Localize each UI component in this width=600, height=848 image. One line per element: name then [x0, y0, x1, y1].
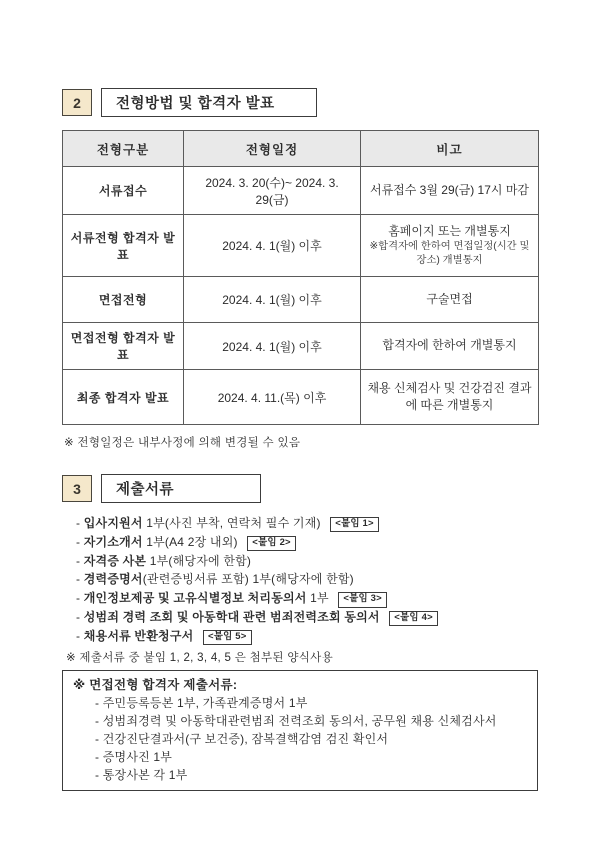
- doc-desc: 1부(해당자에 한함): [146, 553, 252, 568]
- row-category: 최종 합격자 발표: [63, 370, 184, 425]
- row-schedule: 2024. 3. 20(수)~ 2024. 3. 29(금): [184, 167, 361, 215]
- row-schedule: 2024. 4. 1(월) 이후: [184, 323, 361, 370]
- table-row: [63, 370, 539, 425]
- list-item: - 증명사진 1부: [95, 748, 527, 766]
- row-remark: [361, 215, 539, 277]
- doc-desc: 1부(사진 부착, 연락처 필수 기재): [142, 516, 325, 530]
- doc-desc: 1부: [306, 591, 333, 606]
- section2-title: 전형방법 및 합격자 발표: [101, 88, 317, 117]
- remark-main: 홈페이지 또는 개별통지: [388, 223, 511, 238]
- doc-name: 채용서류 반환청구서: [83, 628, 194, 643]
- row-schedule: 2024. 4. 11.(목) 이후: [184, 370, 361, 425]
- table-row: [63, 215, 539, 277]
- table-row: [63, 277, 539, 323]
- row-category: 면접전형 합격자 발표: [63, 323, 184, 370]
- remark-sub: ※합격자에 한하여 면접일정(시간 및 장소) 개별통지: [369, 241, 530, 267]
- col-header-remark: 비고: [361, 131, 539, 167]
- schedule-change-footnote: ※ 전형일정은 내부사정에 의해 변경될 수 있음: [64, 437, 301, 449]
- remark-main: 합격자에 한하여 개별통지: [382, 338, 517, 353]
- doc-desc: [193, 629, 197, 643]
- row-category: 서류전형 합격자 발표: [63, 215, 184, 277]
- doc-name: 자기소개서: [83, 534, 143, 549]
- attachment-tag: <붙임 5>: [203, 630, 252, 645]
- selection-schedule-table: [62, 130, 539, 425]
- remark-main: 구술면접: [426, 291, 473, 306]
- row-remark: [361, 167, 539, 215]
- section3-title: 제출서류: [101, 474, 261, 503]
- list-item: [76, 533, 538, 552]
- row-schedule: 2024. 4. 1(월) 이후: [184, 215, 361, 277]
- row-remark: [361, 370, 539, 425]
- attachment-tag: <붙임 4>: [389, 611, 438, 626]
- row-remark: [361, 277, 539, 323]
- attachment-tag: <붙임 2>: [247, 536, 296, 551]
- list-item: [76, 589, 538, 608]
- col-header-schedule: 전형일정: [184, 131, 361, 167]
- list-item: - 건강진단결과서(구 보건증), 잠복결핵감염 검진 확인서: [95, 730, 527, 748]
- doc-name: 입사지원서: [83, 516, 143, 530]
- interview-pass-documents-box: [62, 670, 538, 791]
- attachment-tag: <붙임 3>: [338, 592, 387, 607]
- list-item: [76, 514, 538, 533]
- doc-name: 자격증 사본: [83, 553, 147, 568]
- table-row: [63, 323, 539, 370]
- remark-main: 서류접수 3월 29(금) 17시 마감: [369, 182, 530, 197]
- row-remark: [361, 323, 539, 370]
- section2-number-badge: 2: [62, 89, 92, 116]
- interview-box-list: [73, 694, 527, 784]
- table-header-row: [63, 131, 539, 167]
- attachment-tag: <붙임 1>: [330, 517, 379, 532]
- remark-main: 채용 신체검사 및 건강검진 결과에 따른 개별통지: [367, 380, 532, 412]
- list-item: - 주민등록등본 1부, 가족관계증명서 1부: [95, 694, 527, 712]
- col-header-category: 전형구분: [63, 131, 184, 167]
- doc-desc: (관련증빙서류 포함) 1부(해당자에 한함): [142, 572, 354, 587]
- row-category: 면접전형: [63, 277, 184, 323]
- doc-name: 성범죄 경력 조회 및 아동학대 관련 범죄전력조회 동의서: [83, 610, 380, 625]
- row-schedule: 2024. 4. 1(월) 이후: [184, 277, 361, 323]
- list-item: [76, 627, 538, 646]
- section2-header: [62, 88, 538, 117]
- doc-name: 개인정보제공 및 고유식별정보 처리동의서: [83, 591, 307, 606]
- doc-desc: [380, 610, 384, 624]
- list-item: [76, 552, 538, 571]
- list-item: - 성범죄경력 및 아동학대관련범죄 전력조회 동의서, 공무원 채용 신체검사서: [95, 712, 527, 730]
- submission-document-list: [62, 514, 538, 646]
- section3-header: [62, 474, 538, 503]
- attachment-form-note: ※ 제출서류 중 붙임 1, 2, 3, 4, 5 은 첨부된 양식사용: [66, 651, 333, 664]
- list-item: [76, 608, 538, 627]
- doc-name: 경력증명서: [83, 572, 143, 587]
- list-item: [76, 570, 538, 589]
- doc-desc: 1부(A4 2장 내외): [142, 534, 242, 549]
- interview-box-title: ※ 면접전형 합격자 제출서류:: [73, 677, 238, 692]
- list-item: - 통장사본 각 1부: [95, 766, 527, 784]
- section3-number-badge: 3: [62, 475, 92, 502]
- row-category: 서류접수: [63, 167, 184, 215]
- table-row: [63, 167, 539, 215]
